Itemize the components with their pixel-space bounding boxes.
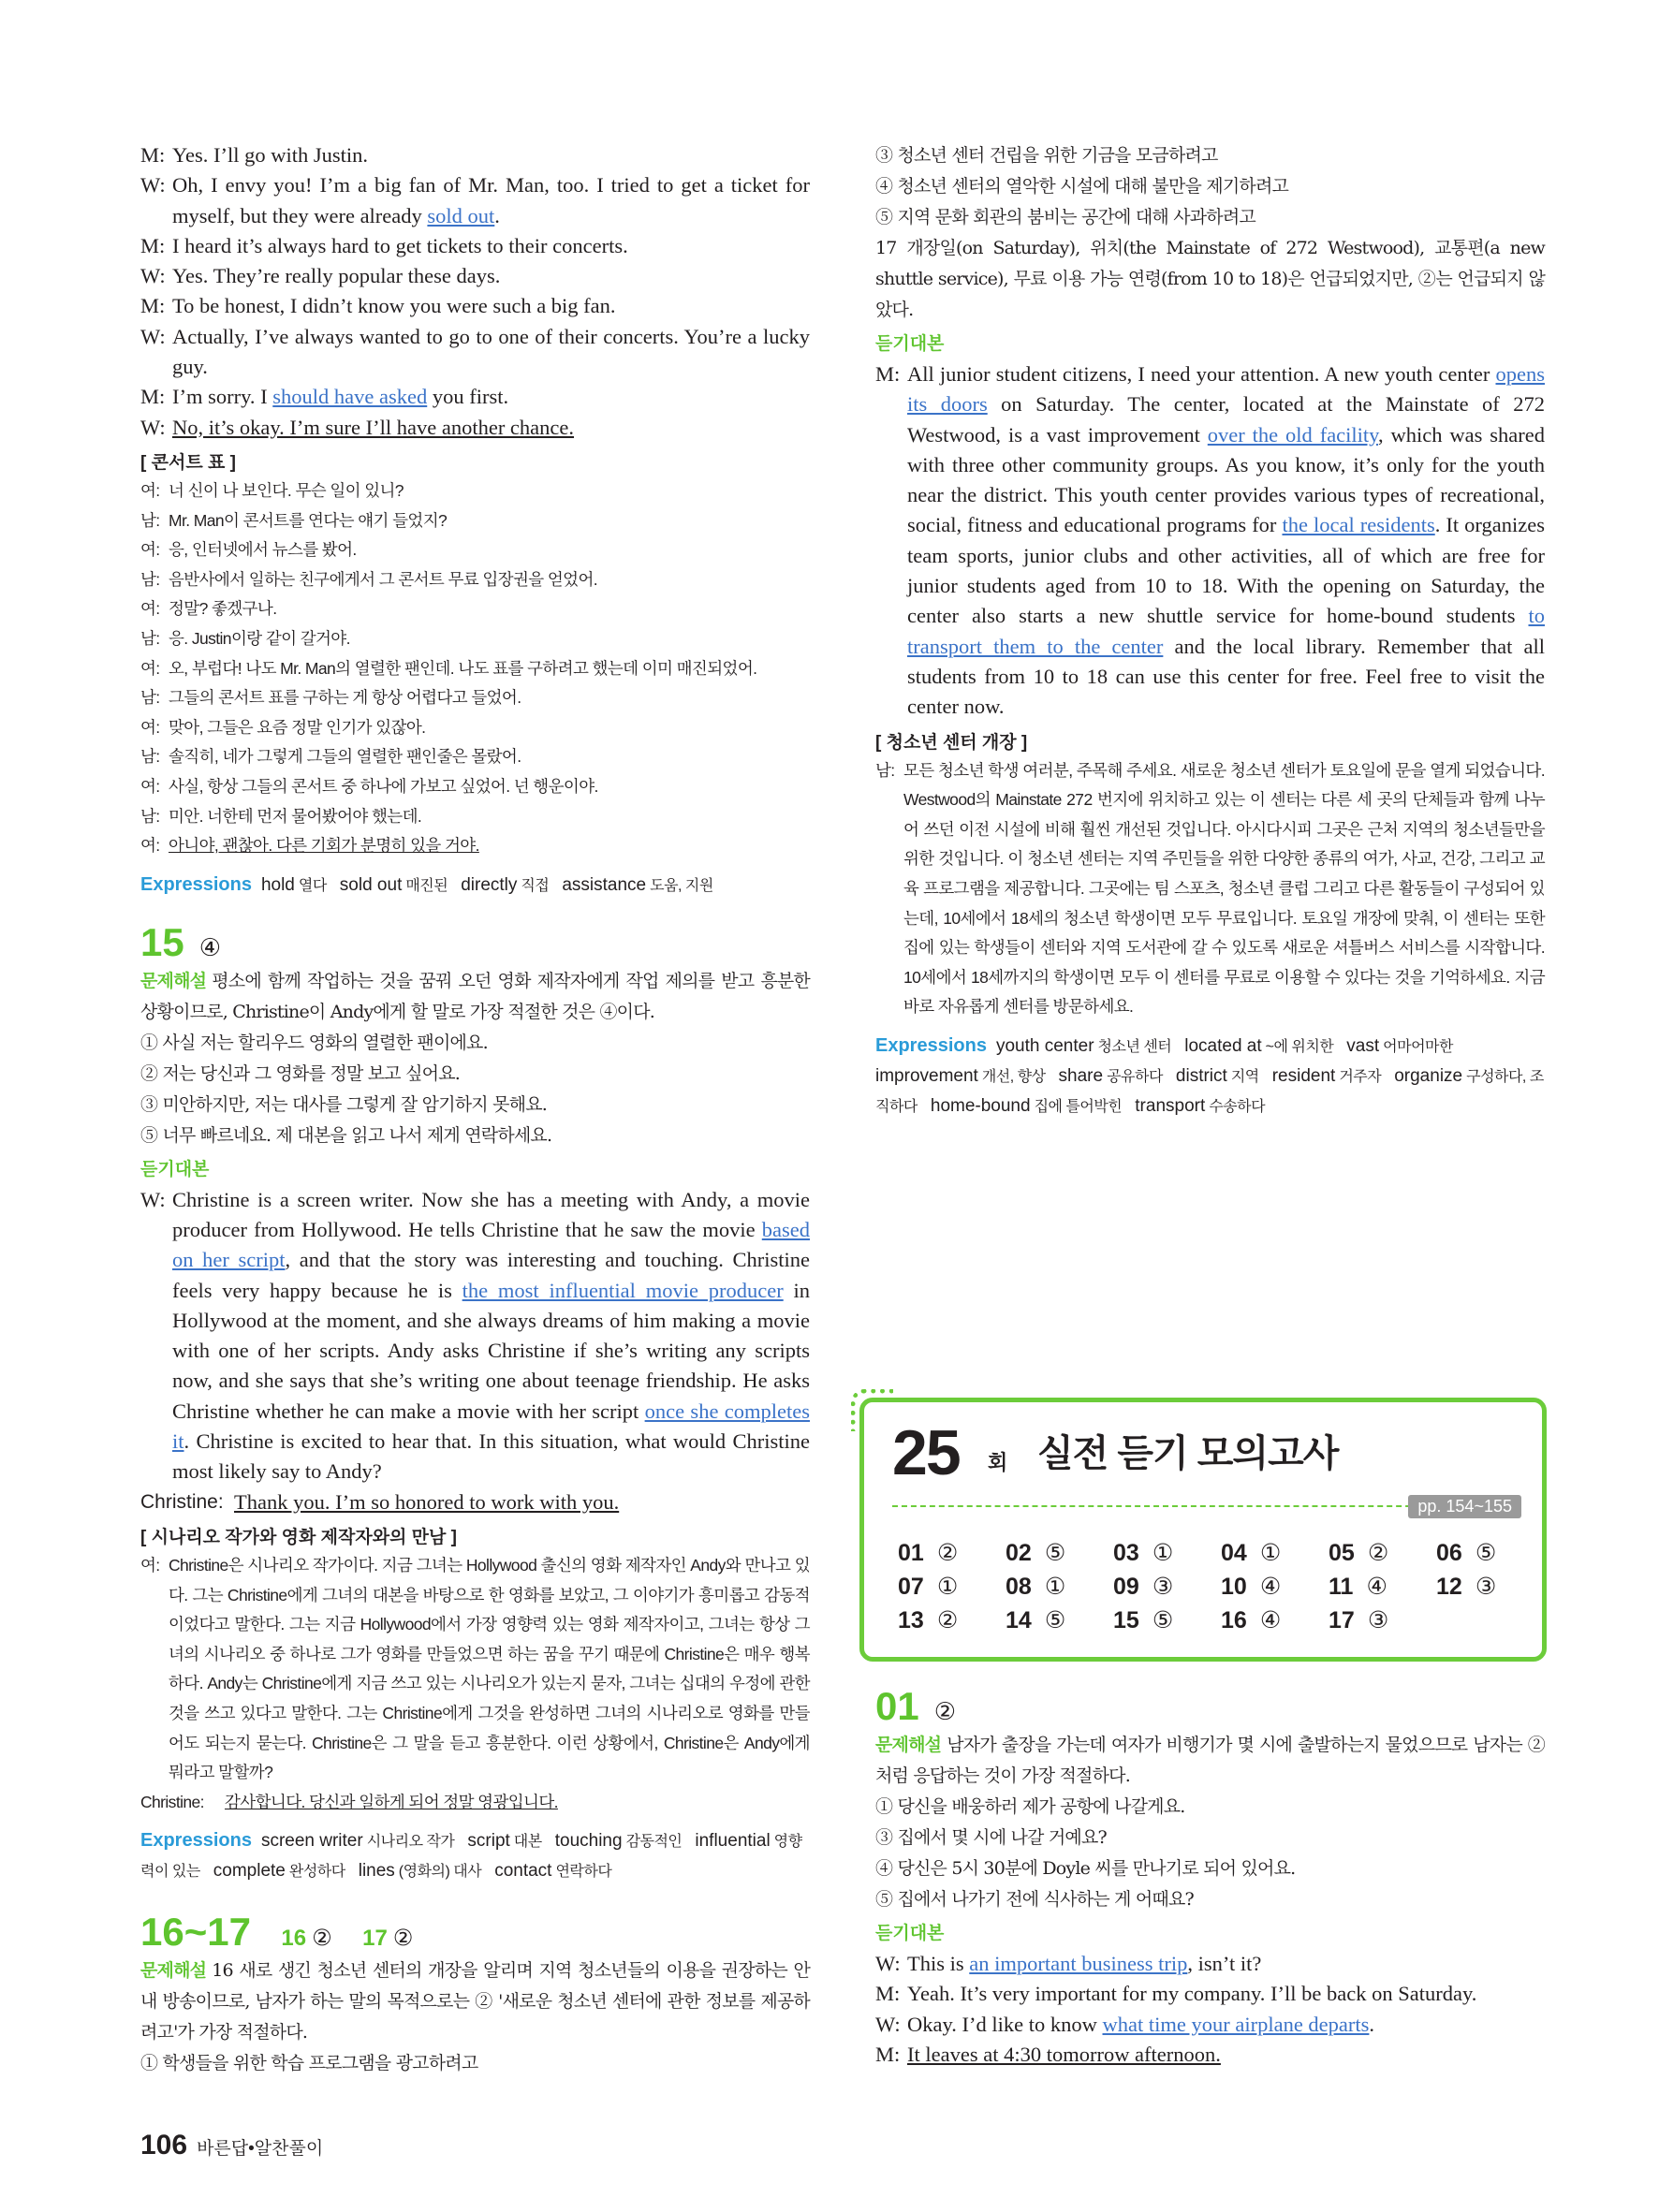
expression-word: lines xyxy=(358,1861,395,1882)
expression-meaning: 대본 xyxy=(513,1834,542,1851)
speaker-label: 남: xyxy=(140,510,160,530)
expression-word: transport xyxy=(1135,1095,1206,1116)
q17-explanation: 17 개장일(on Saturday), 위치(the Mainstate of 272 Westwood), 교통편(a new shuttle service), 무료 이용 가능 연령(from 10 to 18)은 언급되었지만, ②는 언급되지 않았다. xyxy=(875,238,1545,320)
expression-meaning: 직접 xyxy=(521,877,550,894)
speaker-label: 여: xyxy=(140,717,160,737)
question-number: 13 xyxy=(898,1607,924,1633)
speaker-label: 여: xyxy=(140,540,160,560)
speaker-label: W: xyxy=(140,324,166,348)
expression-word: hold xyxy=(260,874,295,895)
speaker-label: W: xyxy=(875,2012,901,2036)
key-phrase: the most influential movie producer xyxy=(462,1278,784,1302)
dialogue-line xyxy=(140,506,810,536)
utterance: 정말? 좋겠구나. xyxy=(169,599,277,619)
speaker-label: M: xyxy=(875,362,901,386)
utterance: 미안. 너한테 먼저 물어봤어야 했는데. xyxy=(169,806,422,826)
speaker-label: 여: xyxy=(140,776,160,796)
expressions-label: Expressions xyxy=(140,1830,252,1852)
question-number: 17 xyxy=(1329,1607,1355,1633)
question-number: 01 xyxy=(898,1540,924,1566)
answer-choice: ② xyxy=(936,1540,959,1566)
expression-word: located at xyxy=(1184,1035,1262,1056)
expression-word: screen writer xyxy=(260,1831,363,1852)
question-number: 06 xyxy=(1436,1540,1462,1566)
answer-option: ① 사실 저는 할리우드 영화의 열렬한 팬이에요. xyxy=(140,1032,488,1053)
question-number: 16 xyxy=(1221,1607,1247,1633)
expression-meaning: 거주자 xyxy=(1339,1068,1382,1085)
q15-translation-title: [ 시나리오 작가와 영화 제작자와의 만남 ] xyxy=(140,1527,457,1547)
answer-cell xyxy=(1006,1605,1113,1636)
concert-dialogue xyxy=(140,140,810,443)
question-number: 11 xyxy=(1329,1574,1354,1600)
question-number: 10 xyxy=(1221,1574,1247,1600)
expression-meaning: 영향력이 있는 xyxy=(140,1834,802,1881)
answer-choice: ① xyxy=(936,1574,959,1600)
dialogue-line xyxy=(140,535,810,565)
speaker-label: 여: xyxy=(140,1555,160,1575)
question-number: 07 xyxy=(898,1574,924,1600)
key-phrase: to transport them to the center xyxy=(907,604,1545,658)
left-column xyxy=(140,140,810,2079)
answer-cell xyxy=(1436,1538,1544,1569)
utterance: I heard it’s always hard to get tickets to their concerts. xyxy=(172,233,628,257)
script-text: , which was shared with three other community groups. As you know, it’s only for the youth near the district. This youth center provides various types of recreational, social, fitness and educational programs for xyxy=(907,422,1545,537)
answer-cell xyxy=(1221,1605,1329,1636)
dialogue-line xyxy=(140,802,810,832)
utterance: 오, 부럽다! 나도 Mr. Man의 열렬한 팬인데. 나도 표를 구하려고 했는데 이미 매진되었어. xyxy=(169,658,757,678)
answer-option: ⑤ 너무 빠르네요. 제 대본을 읽고 나서 제게 연락하세요. xyxy=(140,1124,552,1146)
dialogue-line xyxy=(140,624,810,654)
speaker-label: M: xyxy=(140,385,166,409)
test-title: 실전 듣기 모의고사 xyxy=(1037,1433,1339,1474)
answer-choice: ④ xyxy=(1259,1574,1282,1600)
utterance: 그들의 콘서트 표를 구하는 게 항상 어렵다고 들었어. xyxy=(169,688,521,708)
expression-meaning: 시나리오 작가 xyxy=(366,1834,455,1851)
answer-option: ⑤ 지역 문화 회관의 붐비는 공간에 대해 사과하려고 xyxy=(875,207,1255,227)
dialogue-line xyxy=(140,713,810,743)
dialogue-line xyxy=(140,231,810,261)
q1617-number: 16~17 xyxy=(140,1910,251,1955)
expression-word: share xyxy=(1058,1065,1104,1086)
expression-meaning: 구성하다, 조직하다 xyxy=(875,1068,1544,1115)
answer-cell xyxy=(1113,1572,1221,1603)
answer-cell xyxy=(1221,1538,1329,1569)
dialogue-line xyxy=(140,261,810,291)
expression-word: complete xyxy=(213,1861,286,1882)
dialogue-line xyxy=(875,2040,1545,2070)
page-range-badge: pp. 154~155 xyxy=(1408,1495,1521,1518)
expression-word: home-bound xyxy=(930,1095,1031,1116)
utterance: Mr. Man이 콘서트를 연다는 얘기 들었지? xyxy=(169,510,448,530)
dialogue-line xyxy=(140,772,810,802)
answer-option: ② 저는 당신과 그 영화를 정말 보고 싶어요. xyxy=(140,1062,460,1084)
answer-option: ④ 청소년 센터의 열악한 시설에 대해 불만을 제기하려고 xyxy=(875,176,1289,197)
speaker-label: W: xyxy=(140,1187,166,1211)
expression-word: district xyxy=(1175,1065,1227,1086)
dialogue-line xyxy=(140,476,810,506)
script-text: and the local library. Remember that all students from 10 to 18 can use this center for free. Feel free to visit the center now. xyxy=(907,634,1545,719)
page-footer xyxy=(140,2130,323,2161)
speaker-label: W: xyxy=(140,264,166,288)
script-text: . Christine is excited to hear that. In this situation, what would Christine most likely say to Andy? xyxy=(172,1429,810,1484)
script-text: on Saturday. The center, located at the Mainstate of 272 Westwood, is a vast improvement xyxy=(907,392,1545,447)
expression-meaning: 열다 xyxy=(298,877,327,894)
concert-translation xyxy=(140,476,810,861)
q01-header xyxy=(875,1683,1545,1730)
expression-word: improvement xyxy=(875,1065,978,1086)
dialogue-line xyxy=(875,1949,1545,1979)
page-number: 106 xyxy=(140,2130,188,2161)
q17-label: 17 xyxy=(362,1926,388,1952)
answer-grid xyxy=(898,1538,1544,1636)
key-phrase: should have asked xyxy=(272,385,428,409)
utterance: 응, 인터넷에서 뉴스를 봤어. xyxy=(169,540,357,560)
q01-number: 01 xyxy=(875,1684,919,1728)
answer-choice: ⑤ xyxy=(1152,1607,1174,1633)
question-number: 04 xyxy=(1221,1540,1247,1566)
expression-word: resident xyxy=(1271,1065,1336,1086)
q1617-script-text xyxy=(907,359,1545,723)
question-number: 08 xyxy=(1006,1574,1032,1600)
speaker-label: 남: xyxy=(140,747,160,767)
utterance xyxy=(172,382,810,412)
q1617-translation-title: [ 청소년 센터 개장 ] xyxy=(875,732,1028,753)
q17-value: ② xyxy=(392,1926,414,1952)
question-number: 02 xyxy=(1006,1540,1032,1566)
answer-cell xyxy=(1006,1572,1113,1603)
speaker-label: 남: xyxy=(140,806,160,826)
q16-options-continued xyxy=(875,140,1545,233)
expression-word: script xyxy=(467,1831,510,1852)
dialogue-line xyxy=(875,2010,1545,2040)
q15-options xyxy=(140,1028,810,1151)
expression-word: sold out xyxy=(339,874,403,895)
dialogue-line xyxy=(875,1979,1545,2009)
concert-translation-title: [ 콘서트 표 ] xyxy=(140,452,236,473)
answer-option: ③ 미안하지만, 저는 대사를 그렇게 잘 암기하지 못해요. xyxy=(140,1093,547,1115)
q16-value: ② xyxy=(312,1926,332,1952)
speaker-label: 여: xyxy=(140,658,160,678)
script-text: Christine is a screen writer. Now she has a meeting with Andy, a movie producer from Hollywood. He tells Christine that he saw the movie xyxy=(172,1187,810,1241)
answer-option: ⑤ 집에서 나가기 전에 식사하는 게 어때요? xyxy=(875,1889,1194,1910)
answer-choice: ② xyxy=(936,1607,959,1633)
q17-answer xyxy=(362,1926,413,1951)
answer-option: ③ 집에서 몇 시에 나갈 거예요? xyxy=(875,1827,1107,1848)
script-text: All junior student citizens, I need your attention. A new youth center xyxy=(907,362,1496,386)
utterance: Yes. They’re really popular these days. xyxy=(172,264,501,288)
expression-meaning: 매진된 xyxy=(405,877,448,894)
utterance-text: I’m sorry. I xyxy=(172,385,273,409)
speaker-label: 남: xyxy=(875,760,895,780)
speaker-label: W: xyxy=(875,1952,901,1975)
question-number: 15 xyxy=(1113,1607,1139,1633)
q15-expl-text: 평소에 함께 작업하는 것을 꿈꿔 오던 영화 제작자에게 작업 제의를 받고 흥분한 상황이므로, Christine이 Andy에게 할 말로 가장 적절한 것은 ④이다. xyxy=(140,970,810,1022)
speaker-label: M: xyxy=(875,2042,901,2066)
q1617-explanation xyxy=(140,1956,810,2048)
q16-answer xyxy=(281,1926,331,1951)
answer-cell xyxy=(898,1538,1006,1569)
key-phrase: sold out xyxy=(427,203,495,227)
answer-choice: ③ xyxy=(1152,1574,1174,1600)
dialogue-line xyxy=(140,742,810,772)
q15-explanation xyxy=(140,966,810,1028)
q01-answer: ② xyxy=(933,1697,957,1725)
speaker-label: 여: xyxy=(140,836,160,856)
utterance xyxy=(172,170,810,231)
utterance-text: Okay. I’d like to know xyxy=(907,2012,1103,2036)
key-phrase: opens its doors xyxy=(907,362,1545,417)
speaker-label: Christine: xyxy=(140,1490,224,1513)
q1617-script xyxy=(875,359,1545,723)
utterance: 솔직히, 네가 그렇게 그들의 열렬한 팬인줄은 몰랐어. xyxy=(169,747,521,767)
dialogue-line xyxy=(140,322,810,383)
q1617-translation-text: 모든 청소년 학생 여러분, 주목해 주세요. 새로운 청소년 센터가 토요일에 문을 열게 되었습니다. Westwood의 Mainstate 272 번지에 위치하고 있는 이 센터는 다른 세 곳의 단체들과 함께 나누어 쓰던 이전 시설에 비해 훨씬 개선된 것입니다. 아시다시피 그곳은 근처 지역의 청소년들만을 위한 것입니다. 이 청소년 센터는 지역 주민들을 위한 다양한 종류의 여가, 사교, 건강, 그리고 교육 프로그램을 제공합니다. 그곳에는 팀 스포츠, 청소년 클럽 그리고 다른 활동들이 구성되어 있는데, 10세에서 18세의 청소년 학생이면 모두 무료입니다. 토요일 개장에 맞춰, 이 센터는 또한 집에 있는 학생들이 센터와 지역 도서관에 갈 수 있도록 새로운 셔틀버스 서비스를 시작합니다. 10세에서 18세까지의 학생이면 모두 이 센터를 무료로 이용할 수 있다는 것을 기억하세요. 지금 바로 자유롭게 센터를 방문하세요. xyxy=(903,760,1545,1017)
speaker-label: 남: xyxy=(140,628,160,648)
q01-expl-text: 남자가 출장을 가는데 여자가 비행기가 몇 시에 출발하는지 물었으므로 남자는 ②처럼 응답하는 것이 가장 적절하다. xyxy=(875,1735,1545,1786)
utterance: Yeah. It’s very important for my company. I’ll be back on Saturday. xyxy=(907,1982,1477,2006)
answer-choice: ⑤ xyxy=(1044,1607,1066,1633)
question-number: 12 xyxy=(1436,1574,1462,1600)
speaker-label: W: xyxy=(140,173,166,198)
dialogue-line xyxy=(140,654,810,684)
expression-word: touching xyxy=(554,1831,623,1852)
q15-translation xyxy=(140,1551,810,1788)
utterance: Yes. I’ll go with Justin. xyxy=(172,143,368,167)
q16-label: 16 xyxy=(281,1926,307,1952)
answer-cell xyxy=(1436,1572,1544,1603)
dialogue-line xyxy=(140,170,810,231)
expressions-q15 xyxy=(140,1826,810,1886)
speaker-label: 남: xyxy=(140,688,160,708)
key-phrase: what time your airplane departs xyxy=(1102,2012,1370,2036)
q15-translation-answer: 감사합니다. 당신과 일하게 되어 정말 영광입니다. xyxy=(225,1792,558,1811)
expression-word: organize xyxy=(1394,1065,1463,1086)
answer-cell xyxy=(1329,1572,1436,1603)
speaker-label: W: xyxy=(140,415,166,439)
dialogue-line xyxy=(140,831,810,861)
answer-line: 아니야, 괜찮아. 다른 기회가 분명히 있을 거야. xyxy=(169,836,479,856)
answer-cell xyxy=(1221,1572,1329,1603)
utterance-text: , isn’t it? xyxy=(1187,1952,1262,1975)
test-number: 25 xyxy=(892,1417,960,1488)
expression-meaning: 수송하다 xyxy=(1209,1098,1266,1115)
answer-cell xyxy=(1329,1538,1436,1569)
key-phrase: the local residents xyxy=(1282,513,1435,537)
answer-key-box xyxy=(859,1398,1547,1662)
utterance: 사실, 항상 그들의 콘서트 중 하나에 가보고 싶었어. 넌 행운이야. xyxy=(169,776,598,796)
expression-meaning: (영화의) 대사 xyxy=(398,1864,482,1881)
utterance: Actually, I’ve always wanted to go to one of their concerts. You’re a lucky guy. xyxy=(172,324,810,379)
expression-meaning: 감동적인 xyxy=(625,1834,683,1851)
answer-cell xyxy=(1006,1538,1113,1569)
utterance-text: This is xyxy=(907,1952,970,1975)
question-number: 03 xyxy=(1113,1540,1139,1566)
utterance-text: . xyxy=(1369,2012,1375,2036)
q1617-header xyxy=(140,1909,810,1956)
utterance: 음반사에서 일하는 친구에게서 그 콘서트 무료 입장권을 얻었어. xyxy=(169,569,598,589)
script-text: . It organizes team sports, junior clubs and other activities, all of which are free for junior students aged from 10 to 18. With the opening on Saturday, the center also starts a new shuttle service for home-bound students xyxy=(907,513,1545,628)
q1617-options xyxy=(140,2048,810,2079)
answer-cell xyxy=(898,1605,1006,1636)
utterance: 너 신이 나 보인다. 무슨 일이 있니? xyxy=(169,480,404,500)
answer-option: ④ 당신은 5시 30분에 Doyle 씨를 만나기로 되어 있어요. xyxy=(875,1858,1296,1879)
expressions-q1617 xyxy=(875,1032,1545,1121)
expression-word: influential xyxy=(695,1831,771,1852)
expression-meaning: 공유하다 xyxy=(1107,1068,1163,1085)
q15-script-tag: 듣기대본 xyxy=(140,1159,210,1179)
answer-line: It leaves at 4:30 tomorrow afternoon. xyxy=(907,2042,1221,2066)
dialogue-line xyxy=(140,594,810,624)
expression-meaning: 연락하다 xyxy=(555,1864,612,1881)
answer-cell xyxy=(1113,1605,1221,1636)
q15-number: 15 xyxy=(140,919,184,964)
q15-translation-christine xyxy=(140,1788,810,1818)
answer-choice: ④ xyxy=(1259,1607,1282,1633)
answer-choice: ③ xyxy=(1367,1607,1389,1633)
key-phrase: an important business trip xyxy=(969,1952,1188,1975)
dialogue-line xyxy=(140,413,810,443)
footer-label: 바른답•알찬풀이 xyxy=(197,2139,324,2159)
utterance xyxy=(172,413,810,443)
answer-cell xyxy=(898,1572,1006,1603)
key-phrase: over the old facility xyxy=(1207,422,1378,447)
q15-answer: ④ xyxy=(198,932,222,961)
question-number: 14 xyxy=(1006,1607,1032,1633)
dashed-divider xyxy=(892,1505,1439,1507)
utterance xyxy=(169,831,810,861)
answer-option: ① 학생들을 위한 학습 프로그램을 광고하려고 xyxy=(140,2053,478,2074)
q01-options xyxy=(875,1792,1545,1915)
speaker-label: 여: xyxy=(140,599,160,619)
answer-cell xyxy=(1329,1605,1436,1636)
answer-choice: ⑤ xyxy=(1044,1540,1066,1566)
answer-choice: ② xyxy=(1367,1540,1389,1566)
speaker-label: M: xyxy=(140,143,166,167)
speaker-label: M: xyxy=(140,233,166,257)
expressions-concert xyxy=(140,871,810,901)
expression-meaning: 지역 xyxy=(1230,1068,1259,1085)
dialogue-line xyxy=(140,565,810,595)
q01-expl-tag: 문제해설 xyxy=(875,1736,942,1755)
expression-word: assistance xyxy=(562,874,647,895)
question-number: 09 xyxy=(1113,1574,1139,1600)
expression-meaning: 개선, 향상 xyxy=(981,1068,1046,1085)
q15-expl-tag: 문제해설 xyxy=(140,971,207,991)
q01-section xyxy=(875,1683,1545,2070)
expressions-label: Expressions xyxy=(875,1034,987,1056)
q1617-script-tag: 듣기대본 xyxy=(875,334,945,354)
q1617-expl-text: 16 새로 생긴 청소년 센터의 개장을 알리며 지역 청소년들의 이용을 권장하는 안내 방송이므로, 남자가 하는 말의 목적으로는 ② '새로운 청소년 센터에 관한 정보를 제공하려고'가 가장 적절하다. xyxy=(140,1960,810,2044)
utterance-text: you first. xyxy=(427,385,509,409)
utterance: 맞아, 그들은 요즘 정말 인기가 있잖아. xyxy=(169,717,426,737)
utterance-text: . xyxy=(494,203,500,227)
answer-choice: ① xyxy=(1152,1540,1174,1566)
dialogue-line xyxy=(140,382,810,412)
utterance-text: Oh, I envy you! I’m a big fan of Mr. Man, too. I tried to get a ticket for myself, but they were already xyxy=(172,173,810,227)
answer-choice: ⑤ xyxy=(1475,1540,1497,1566)
answer-option: ③ 청소년 센터 건립을 위한 기금을 모금하려고 xyxy=(875,145,1218,166)
right-column xyxy=(875,140,1545,1121)
question-number: 05 xyxy=(1329,1540,1355,1566)
key-phrase: based on her script xyxy=(172,1217,810,1272)
q15-translation-text: Christine은 시나리오 작가이다. 지금 그녀는 Hollywood 출신의 영화 제작자인 Andy와 만나고 있다. 그는 Christine에게 그녀의 대본을 바탕으로 한 영화를 보았고, 그 이야기가 흥미롭고 감동적이었다고 말한다. 그는 지금 Hollywood에서 가장 영향력 있는 영화 제작자이고, 그녀는 항상 그녀의 시나리오 중 하나로 그가 영화를 만들었으면 하는 꿈을 꾸기 때문에 Christine은 매우 행복하다. Andy는 Christine에게 지금 쓰고 있는 시나리오가 있는지 묻자, 그녀는 십대의 우정에 관한 것을 쓰고 있다고 말한다. 그는 Christine에게 그것을 완성하면 그녀의 시나리오로 영화를 만들어도 되는지 묻는다. Christine은 그 말을 듣고 흥분한다. 이런 상황에서, Christine은 Andy에게 뭐라고 말할까? xyxy=(169,1555,810,1782)
utterance xyxy=(907,1949,1545,1979)
q01-explanation xyxy=(875,1730,1545,1792)
q15-answer-line: Thank you. I’m so honored to work with you. xyxy=(234,1489,620,1514)
utterance: To be honest, I didn’t know you were such a big fan. xyxy=(172,294,616,318)
speaker-label: M: xyxy=(140,294,166,318)
script-text: , and that the story was interesting and touching. Christine feels very happy because he is xyxy=(172,1248,810,1302)
dialogue-line xyxy=(140,140,810,170)
key-phrase: once she completes it xyxy=(172,1399,810,1454)
q1617-expl-tag: 문제해설 xyxy=(140,1961,207,1982)
expression-word: contact xyxy=(494,1861,552,1882)
answer-cell xyxy=(1113,1538,1221,1569)
box-corner-decoration xyxy=(851,1389,893,1431)
dialogue-line xyxy=(140,683,810,713)
q01-script xyxy=(875,1949,1545,2070)
expression-meaning: 청소년 센터 xyxy=(1097,1038,1172,1055)
q15-script-text xyxy=(172,1185,810,1487)
expression-meaning: ~에 위치한 xyxy=(1265,1038,1334,1055)
q1617-translation xyxy=(875,756,1545,1022)
q01-script-tag: 듣기대본 xyxy=(875,1924,945,1943)
q15-script xyxy=(140,1185,810,1487)
speaker-label: Christine: xyxy=(140,1792,204,1811)
speaker-label: M: xyxy=(875,1982,901,2006)
dialogue-line xyxy=(140,291,810,321)
answer-option: ① 당신을 배웅하러 제가 공항에 나갈게요. xyxy=(875,1796,1185,1817)
utterance xyxy=(907,2040,1545,2070)
expressions-label: Expressions xyxy=(140,873,252,895)
expression-word: directly xyxy=(461,874,518,895)
q15-christine-line xyxy=(140,1487,810,1517)
test-number-suffix: 회 xyxy=(988,1451,1008,1474)
q15-header xyxy=(140,919,810,966)
expression-meaning: 집에 틀어박힌 xyxy=(1034,1098,1123,1115)
utterance xyxy=(907,2010,1545,2040)
expression-word: youth center xyxy=(995,1035,1094,1056)
answer-choice: ① xyxy=(1259,1540,1282,1566)
script-text: in Hollywood at the moment, and she always dreams of him making a movie with one of her scripts. Andy asks Christine if she’s writing any scripts now, and she says that she’s writing one about teenage friendship. He asks Christine whether he can make a movie with her script xyxy=(172,1278,810,1423)
answer-choice: ③ xyxy=(1475,1574,1497,1600)
expression-meaning: 완성하다 xyxy=(288,1864,345,1881)
speaker-label: 남: xyxy=(140,569,160,589)
expression-meaning: 어마어마한 xyxy=(1383,1038,1453,1055)
speaker-label: 여: xyxy=(140,480,160,500)
answer-choice: ① xyxy=(1044,1574,1066,1600)
expression-meaning: 도움, 지원 xyxy=(650,877,713,894)
answer-line: No, it’s okay. I’m sure I’ll have another chance. xyxy=(172,415,575,439)
expression-word: vast xyxy=(1346,1035,1380,1056)
answer-choice: ④ xyxy=(1366,1574,1387,1600)
utterance: 응. Justin이랑 같이 갈거야. xyxy=(169,628,350,648)
